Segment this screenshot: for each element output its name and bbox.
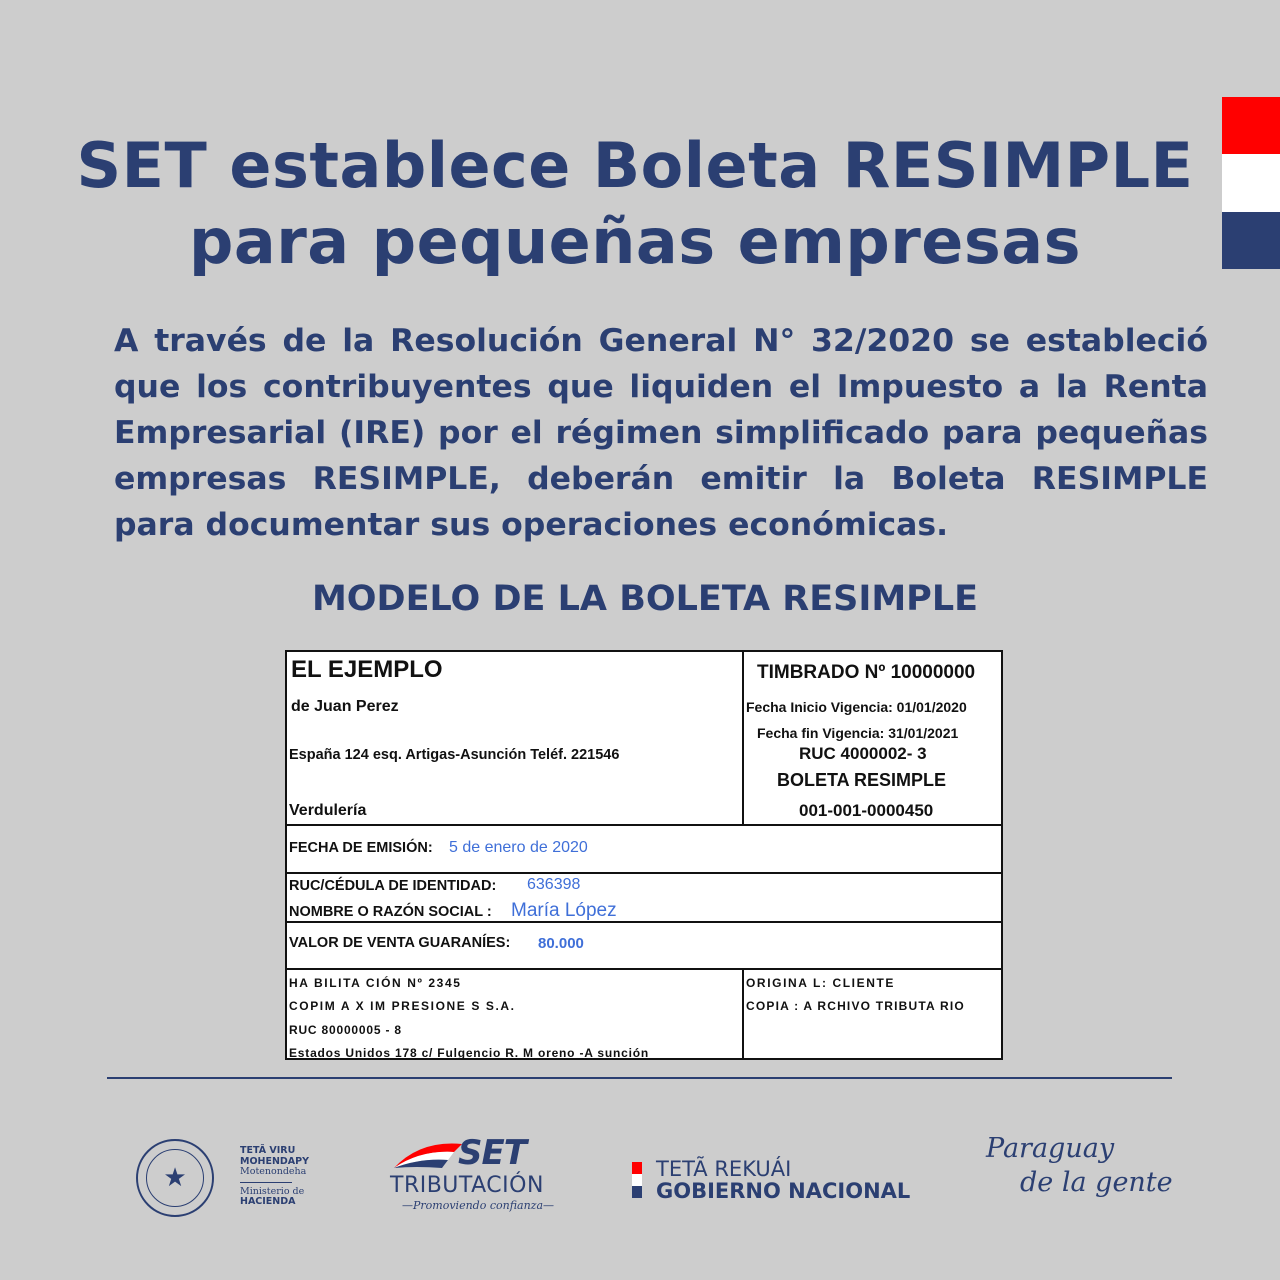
mh-line-4: Ministerio de [240,1185,305,1197]
republic-seal-icon [136,1139,214,1217]
gobierno-nacional-logo [656,1158,910,1202]
paraguay-de-la-gente-logo [986,1132,1173,1200]
nombre-value: María López [511,900,617,921]
intro-line-3: Empresarial (IRE) por el régimen simplificado para pequeñas [114,415,1208,451]
ruc-cedula-value: 636398 [527,876,581,893]
business-name: EL EJEMPLO [291,656,443,683]
flag-white-band [1222,154,1280,211]
vigencia-fin: Fecha fin Vigencia: 31/01/2021 [757,725,959,741]
headline-line-1: SET establece Boleta RESIMPLE [76,129,1194,202]
intro-line-5: para documentar sus operaciones económicas. [114,507,949,543]
fecha-label: FECHA DE EMISIÓN: [289,840,433,856]
flag-red-band [1222,97,1280,154]
set-wordmark: SET [458,1133,526,1173]
model-title: MODELO DE LA BOLETA RESIMPLE [311,579,979,619]
document-number: 001-001-0000450 [799,801,934,820]
timbrado-number: TIMBRADO Nº 10000000 [757,662,976,683]
mh-line-3: Motenondeha [240,1166,307,1177]
business-owner: de Juan Perez [291,698,399,715]
copy-original: ORIGINA L: CLIENTE [746,976,896,990]
business-address: España 124 esq. Artigas-Asunción Teléf. 221546 [289,747,620,763]
fecha-value: 5 de enero de 2020 [449,839,588,856]
printer-ruc: RUC 80000005 - 8 [289,1023,402,1037]
boleta-header-divider [742,652,744,826]
ministerio-hacienda-logo [240,1146,309,1208]
printer-habilitacion: HA BILITA CIÓN Nº 2345 [289,976,462,990]
nombre-label: NOMBRE O RAZÓN SOCIAL : [289,904,492,920]
emisor-ruc: RUC 4000002- 3 [799,744,927,763]
set-tributacion: TRIBUTACIÓN [390,1173,544,1198]
boleta-model [285,650,1003,1060]
headline [40,128,1230,280]
printer-address: Estados Unidos 178 c/ Fulgencio R. M oreno -A sunción [289,1046,649,1060]
mh-divider [240,1182,292,1183]
document-type: BOLETA RESIMPLE [777,770,947,790]
intro-line-1: A través de la Resolución General N° 32/2020 se estableció [114,323,1208,359]
intro-paragraph [114,318,1208,548]
slogan-line-2: de la gente [1020,1167,1173,1198]
mh-line-2: MOHENDAPY [240,1155,310,1167]
seal-star-icon: ★ [163,1163,187,1193]
slogan-line-1: Paraguay [986,1133,1115,1164]
headline-line-2: para pequeñas empresas [189,205,1081,278]
valor-value: 80.000 [538,935,584,952]
intro-line-4: empresas RESIMPLE, deberán emitir la Boleta RESIMPLE [114,461,1208,497]
intro-line-2: que los contribuyentes que liquiden el Impuesto a la Renta [114,369,1208,405]
boleta-valor-row [287,923,1001,970]
business-activity: Verdulería [289,802,367,819]
boleta-footer-divider [742,970,744,1060]
vigencia-inicio: Fecha Inicio Vigencia: 01/01/2020 [746,699,967,715]
footer-divider [107,1077,1172,1079]
valor-label: VALOR DE VENTA GUARANÍES: [289,935,511,951]
flag-blue-band [1222,212,1280,269]
set-lema: —Promoviendo confianza— [402,1199,555,1212]
gob-line-2: GOBIERNO NACIONAL [656,1179,911,1203]
gob-line-1: TETÃ REKUÁI [656,1157,792,1181]
mh-line-1: TETÃ VIRU [240,1145,296,1156]
boleta-cliente-row [287,874,1001,923]
mh-line-5: HACIENDA [240,1196,296,1207]
ruc-cedula-label: RUC/CÉDULA DE IDENTIDAD: [289,878,497,894]
copy-archivo: COPIA : A RCHIVO TRIBUTA RIO [746,999,965,1013]
flag-stripe [1222,97,1280,269]
boleta-fecha-row [287,826,1001,874]
printer-company: COPIM A X IM PRESIONE S S.A. [289,999,516,1013]
gobierno-flag-icon [632,1162,642,1198]
